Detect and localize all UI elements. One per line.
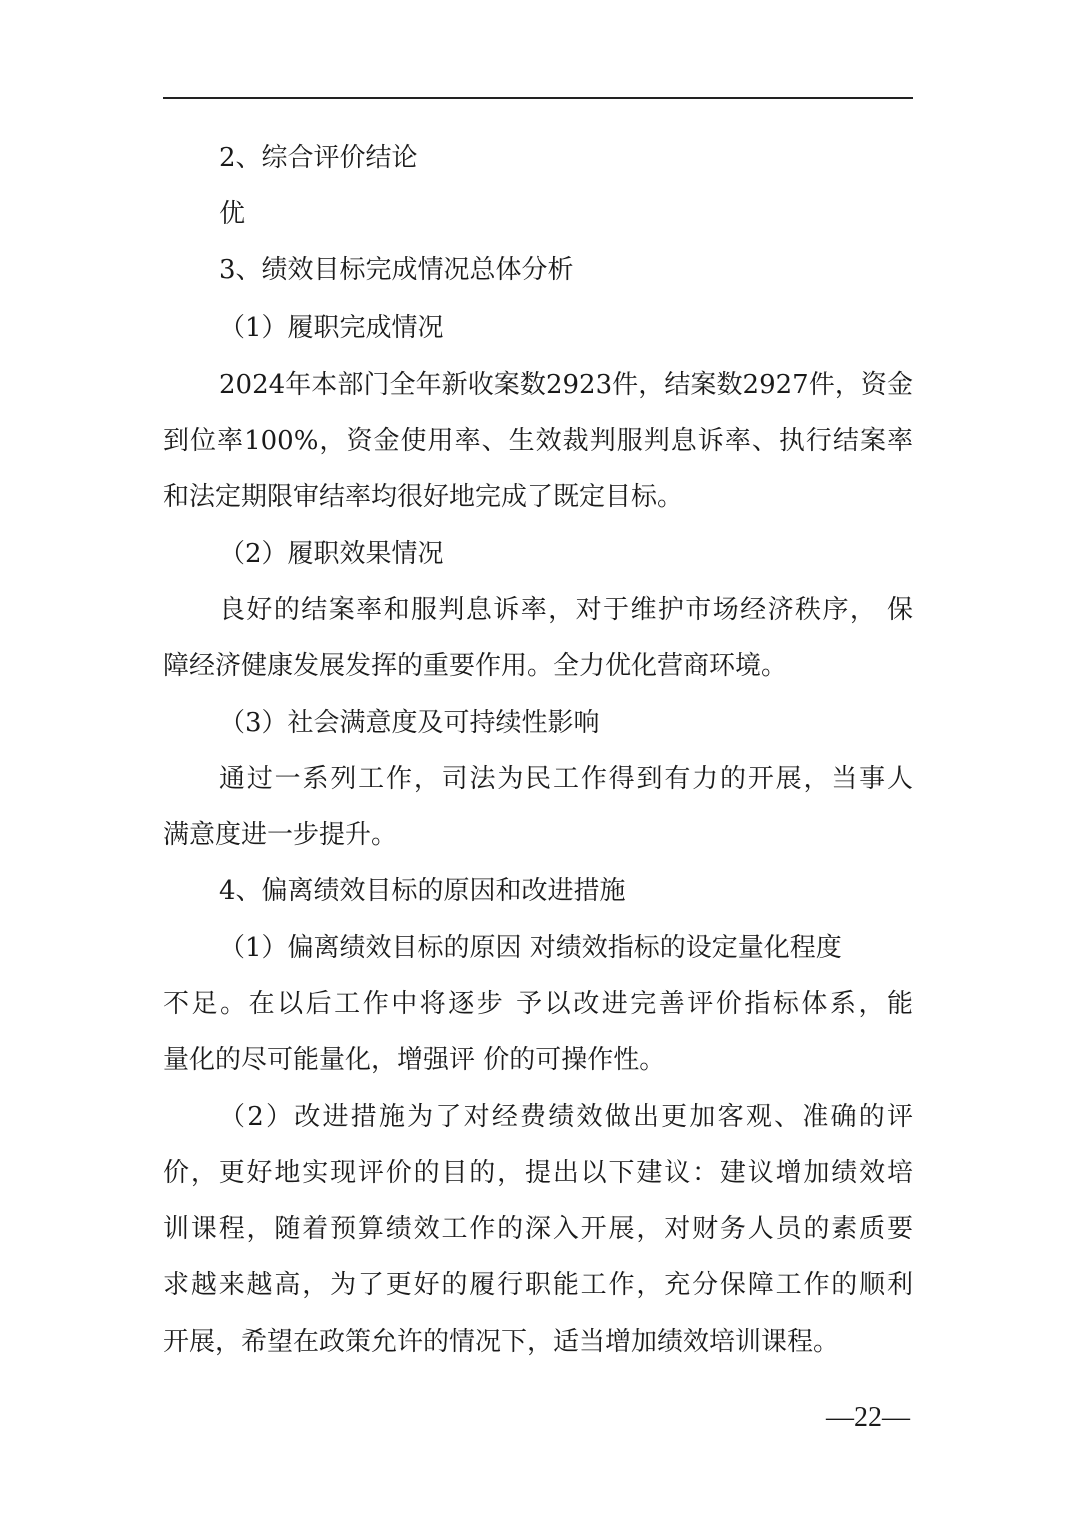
heading-3: 3、绩效目标完成情况总体分析	[219, 255, 574, 285]
paragraph-line: 量化的尽可能量化，增强评 价的可操作性。	[163, 1045, 666, 1075]
paragraph-line: （1）偏离绩效目标的原因 对绩效指标的设定量化程度	[219, 933, 842, 963]
paragraph-line: 良好的结案率和服判息诉率，对于维护市场经济秩序， 保	[219, 595, 913, 625]
subheading-1: （1）履职完成情况	[219, 313, 444, 343]
paragraph-line: 到位率100%，资金使用率、生效裁判服判息诉率、执行结案率	[163, 426, 913, 456]
paragraph-line: 和法定期限审结率均很好地完成了既定目标。	[163, 482, 684, 512]
subheading-3: （3）社会满意度及可持续性影响	[219, 708, 600, 738]
paragraph-line: 价，更好地实现评价的目的，提出以下建议：建议增加绩效培	[163, 1158, 913, 1188]
paragraph-line: 通过一系列工作，司法为民工作得到有力的开展，当事人	[219, 764, 913, 794]
paragraph-line: 训课程，随着预算绩效工作的深入开展，对财务人员的素质要	[163, 1214, 913, 1244]
paragraph-line: 满意度进一步提升。	[163, 820, 398, 850]
heading-2: 2、综合评价结论	[219, 143, 418, 173]
heading-4: 4、偏离绩效目标的原因和改进措施	[219, 876, 626, 906]
paragraph-line: （2）改进措施为了对经费绩效做出更加客观、准确的评	[219, 1102, 913, 1132]
header-rule	[163, 97, 913, 99]
paragraph-line: 求越来越高，为了更好的履行职能工作，充分保障工作的顺利	[163, 1270, 913, 1300]
paragraph-line: 2024年本部门全年新收案数2923件，结案数2927件，资金	[219, 370, 913, 400]
paragraph-line: 障经济健康发展发挥的重要作用。全力优化营商环境。	[163, 651, 788, 681]
conclusion-text: 优	[219, 199, 246, 229]
page-number: —22—	[826, 1402, 910, 1433]
subheading-2: （2）履职效果情况	[219, 539, 444, 569]
paragraph-line: 开展，希望在政策允许的情况下，适当增加绩效培训课程。	[163, 1327, 840, 1357]
paragraph-line: 不足。在以后工作中将逐步 予以改进完善评价指标体系，能	[163, 989, 913, 1019]
